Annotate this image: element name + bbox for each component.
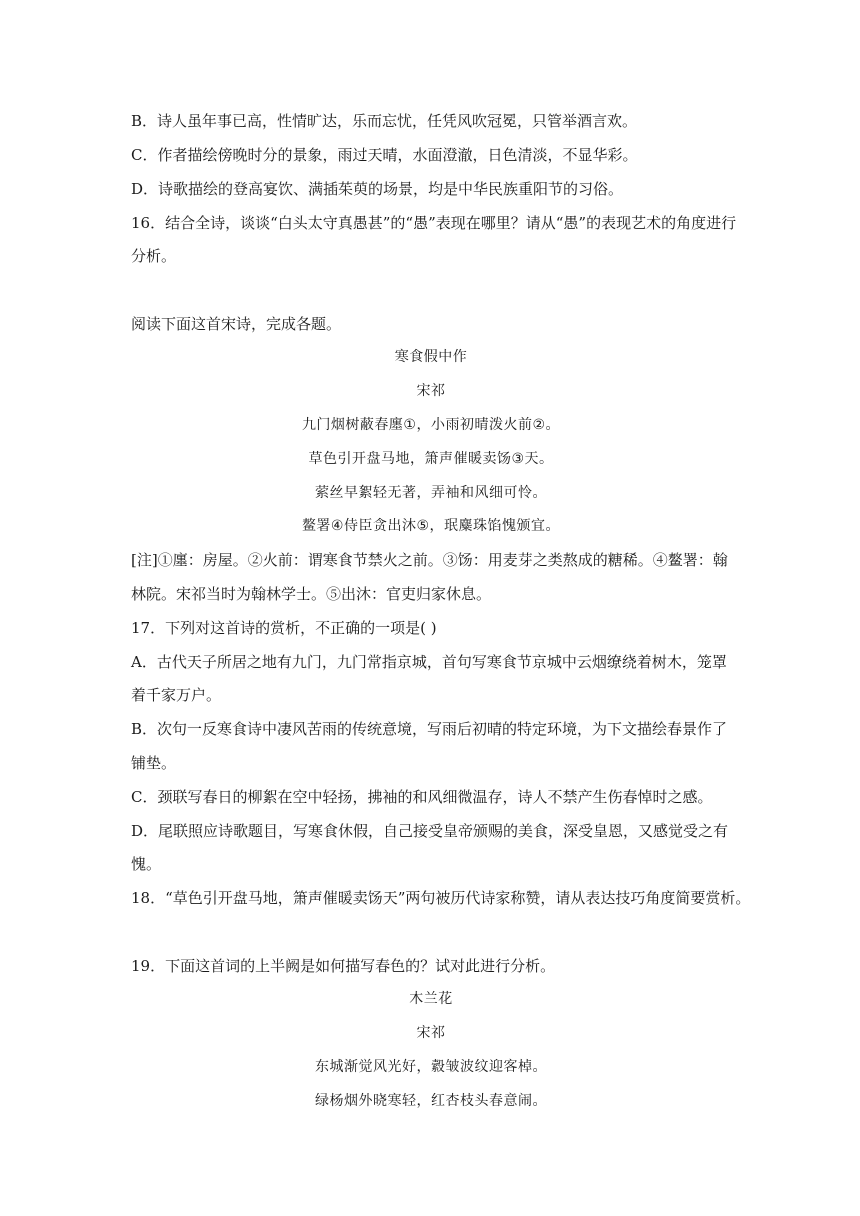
poem2-line-2: 绿杨烟外晓寒轻，红杏枝头春意闹。 [315, 1093, 547, 1109]
q16-line-2: 分析。 [131, 247, 177, 265]
q19: 19．下面这首词的上半阙是如何描写春色的？试对此进行分析。 [131, 957, 556, 975]
q17-stem: 17．下列对这首诗的赏析，不正确的一项是( ) [131, 619, 437, 637]
poem1-title: 寒食假中作 [394, 349, 468, 365]
q18: 18．“草色引开盘马地，箫声催暖卖饧天”两句被历代诗家称赞，请从表达技巧角度简要赏析。 [131, 889, 751, 907]
q15-option-c: C．作者描绘傍晚时分的景象，雨过天晴，水面澄澈，日色清淡，不显华彩。 [131, 146, 638, 164]
poem1-author: 宋祁 [416, 383, 446, 399]
notes-line-1: [注]①廛：房屋。②火前：谓寒食节禁火之前。③饧：用麦芽之类熬成的糖稀。④鳌署：翰 [131, 551, 728, 569]
q17-option-a-line-2: 着千家万户。 [131, 686, 222, 704]
poem2-title: 木兰花 [409, 991, 453, 1007]
poem1-line-3: 萦丝早絮轻无著，弄袖和风细可怜。 [315, 485, 547, 501]
q17-option-d-line-1: D．尾联照应诗歌题目，写寒食休假，自己接受皇帝颁赐的美食，深受皇恩，又感觉受之有 [131, 822, 729, 840]
q17-option-c: C．颈联写春日的柳絮在空中轻扬，拂袖的和风细微温存，诗人不禁产生伤春悼时之感。 [131, 788, 713, 806]
notes-line-2: 林院。宋祁当时为翰林学士。⑤出沐：官吏归家休息。 [131, 585, 492, 603]
q17-option-b-line-2: 铺垫。 [131, 754, 177, 772]
q17-option-b-line-1: B．次句一反寒食诗中凄风苦雨的传统意境，写雨后初晴的特定环境，为下文描绘春景作了 [131, 720, 728, 738]
q15-option-b: B．诗人虽年事已高，性情旷达，乐而忘忧，任凭风吹冠冕，只管举酒言欢。 [131, 112, 638, 130]
poem2-line-1: 东城渐觉风光好，縠皱波纹迎客棹。 [315, 1059, 547, 1075]
poem1-line-1: 九门烟树蔽春廛①，小雨初晴泼火前②。 [301, 417, 561, 433]
q15-option-d: D．诗歌描绘的登高宴饮、满插茱萸的场景，均是中华民族重阳节的习俗。 [131, 180, 624, 198]
q16-line-1: 16．结合全诗，谈谈“白头太守真愚甚”的“愚”表现在哪里？请从“愚”的表现艺术的角度进行 [131, 214, 737, 232]
q17-option-d-line-2: 愧。 [131, 855, 162, 873]
poem1-line-2: 草色引开盘马地，箫声催暖卖饧③天。 [308, 451, 554, 467]
poem2-author: 宋祁 [416, 1025, 446, 1041]
reading-intro: 阅读下面这首宋诗，完成各题。 [131, 315, 342, 333]
q17-option-a-line-1: A．古代天子所居之地有九门，九门常指京城，首句写寒食节京城中云烟缭绕着树木，笼罩 [131, 653, 727, 671]
poem1-line-4: 鳌署④侍臣贪出沐⑤，珉麋珠馅愧颁宜。 [301, 518, 561, 534]
